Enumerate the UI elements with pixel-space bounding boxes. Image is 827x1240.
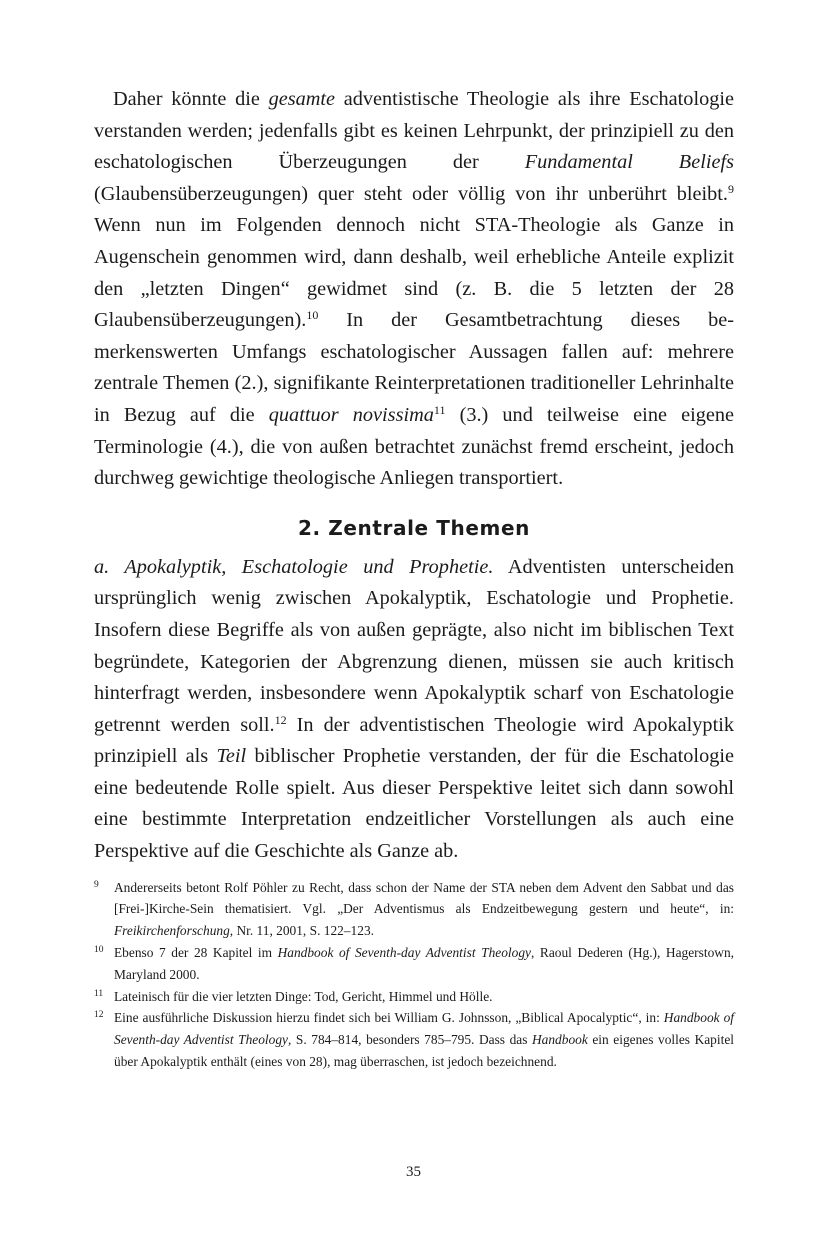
text-run: Andererseits betont Rolf Pöhler zu Recht, dass schon der Name der STA neben dem Advent den Sabbat und das [Frei-]Kirche-Sein thematisiert. Vgl. „Der Adventismus als Endzeitbewegung gestern und heute“, in: [114,879,734,917]
footnote-ref-9[interactable]: 9 [728,181,734,196]
footnote-12 [94,1007,734,1072]
page-content [94,84,734,1073]
text-run: adventistische Theologie als ihre Eschatologie verstanden werden; jedenfalls gibt es keinen Lehrpunkt, der prinzipiell zu den eschatologischen Überzeugungen der [94,88,734,174]
text-run: Lateinisch für die vier letzten Dinge: Tod, Gericht, Himmel und Hölle. [114,988,493,1004]
emphasis-teil: Teil [216,745,247,768]
text-run: , S. 784–814, besonders 785–795. Dass das [288,1032,532,1048]
text-run: Wenn nun im Folgenden dennoch nicht STA-Theologie als Ganze in Augenschein genommen wird, dann deshalb, weil erhebliche Anteile explizit den „letzten Dingen“ gewidmet sind (z. B. die 5 letzten der 28 Glaubensüberzeugungen). [94,214,734,332]
text-run: ein eigenes volles Kapitel über Apokalyptik enthält (eines von 28), mag überraschen, ist jedoch bezeichnend. [114,1032,734,1070]
footnote-ref-10[interactable]: 10 [306,308,319,323]
text-run: Adventisten unterscheiden ursprünglich wenig zwischen Apokalyptik, Eschatologie und Prophetie. Insofern diese Begriffe als von außen geprägte, also nicht im biblischen Text begründete, Kategorien der Abgrenzung dienen, müssen sie auch kritisch hinterfragt werden, insbesondere wenn Apokalyptik scharf von Eschatologie getrennt werden soll. [94,555,734,736]
footnotes [94,877,734,1073]
footnote-number: 12 [94,1010,104,1021]
footnote-number: 11 [94,988,104,999]
footnote-text [114,1007,734,1072]
text-run: biblischer Prophetie verstanden, der für die Eschatologie eine bedeutende Rolle spielt. Aus dieser Perspektive leitet sich dann sowohl eine bestimmte Interpretation endzeitlicher Vorstellungen als auch eine Perspektive auf die Geschichte als Ganze ab. [94,745,734,863]
section-heading: 2. Zentrale Themen [298,515,530,540]
footnote-10 [94,942,734,986]
footnote-text [114,877,734,942]
text-run: , Raoul Dederen (Hg.), Hagerstown, Maryland 2000. [114,945,734,982]
text-run: Eine ausführliche Diskussion hierzu findet sich bei William G. Johnsson, „Biblical Apocalyptic“, in: [114,1010,664,1026]
emphasis-gesamte: gesamte [268,88,336,110]
emphasis-quattuor-novissima: quattuor novissima [268,403,434,426]
text-run: Ebenso 7 der 28 Kapitel im [114,945,278,961]
paragraph-lead-in: a. Apokalyptik, Eschatologie und Prophetie. [94,555,494,578]
text-run: (Glaubensüberzeugungen) quer steht oder völlig von ihr unberührt bleibt. [94,182,728,205]
emphasis: Freikirchenforschung [114,923,230,939]
body-paragraph-2 [94,552,734,868]
text-run: Daher könnte die [113,88,269,110]
text-run: (3.) und teilweise eine eigene Terminologie (4.), die von außen betrachtet zunächst fremd erscheint, jedoch durchweg gewichtige theologische Anliegen transportiert. [94,403,735,490]
emphasis: Handbook [532,1032,588,1048]
emphasis-fundamental-beliefs: Fundamental Beliefs [524,151,734,174]
footnote-text [114,986,734,1008]
page-number: 35 [406,1164,421,1180]
footnote-11 [94,986,734,1008]
footnote-number: 10 [94,945,104,956]
text-run: , Nr. 11, 2001, S. 122–123. [229,923,374,939]
footnote-text [114,942,734,986]
footnote-ref-11[interactable]: 11 [433,402,446,417]
footnote-9 [94,877,734,942]
text-run: In der Gesamtbetrachtung dieses bemerkenswerten Umfangs eschatologischer Aussagen fallen auf: mehrere zentrale Themen (2.), signifikante Reinterpretationen traditioneller Lehrinhalte in Bezug auf die [94,309,734,426]
emphasis: Handbook of Seventh-day Adventist Theology [114,1010,734,1048]
footnote-number: 9 [94,879,99,890]
emphasis: Handbook of Seventh-day Adventist Theology [277,945,531,961]
footnote-ref-12[interactable]: 12 [274,712,287,727]
text-run: In der adventistischen Theologie wird Apokalyptik prinzipiell als [94,713,734,768]
body-paragraph-1 [94,84,734,495]
